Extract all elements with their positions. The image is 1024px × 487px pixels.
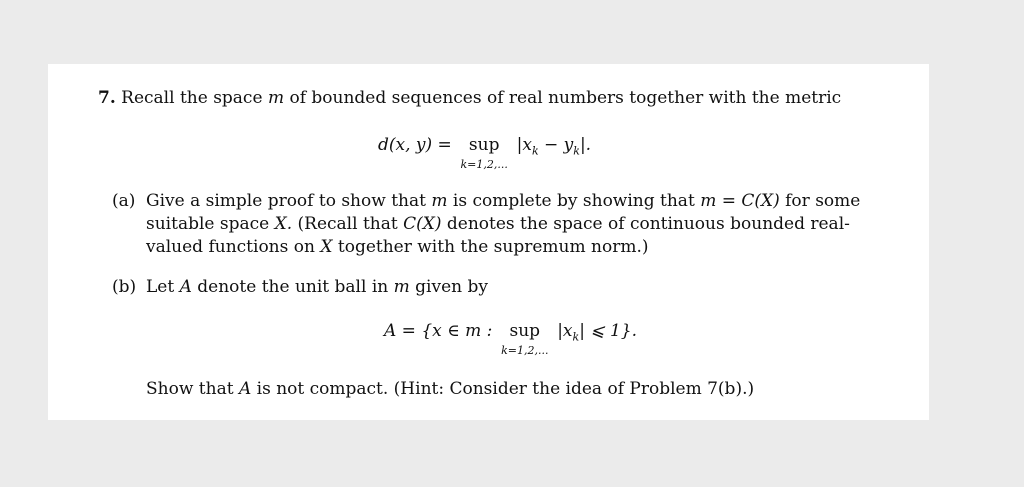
- problem-statement: [98, 87, 841, 109]
- part-a-line-1: Give a simple proof to show that m is complete by showing that m = C(X) for some: [146, 191, 861, 211]
- set-sup-operator: sup: [509, 321, 541, 341]
- intro-rest: of bounded sequences of real numbers together with the metric: [289, 88, 842, 108]
- sup-operator: sup: [468, 135, 500, 155]
- problem-number: 7.: [98, 88, 116, 108]
- set-lhs: A = {x ∈ m :: [384, 321, 493, 341]
- metric-equation: [378, 134, 592, 171]
- part-b-line-1: Let A denote the unit ball in m given by: [146, 277, 488, 297]
- sup-subscript: k=1,2,...: [460, 158, 508, 171]
- part-b-final: Show that A is not compact. (Hint: Consider the idea of Problem 7(b).): [146, 379, 755, 399]
- intro-text: Recall the space: [121, 88, 263, 108]
- part-a-line-2: suitable space X. (Recall that C(X) denotes the space of continuous bounded real-: [146, 214, 850, 234]
- var-m: m: [267, 88, 285, 108]
- set-sup-subscript: k=1,2,...: [501, 344, 549, 357]
- part-b-label: (b): [112, 277, 137, 297]
- set-sup: [498, 320, 552, 357]
- metric-lhs: d(x, y) =: [378, 135, 452, 155]
- set-equation: [384, 320, 638, 357]
- problem-card: [48, 64, 929, 420]
- metric-sup: [457, 134, 511, 171]
- metric-rhs: $|x_k - y_k|$.: [516, 135, 592, 158]
- set-rhs: $|x_k|$ ⩽ 1}.: [557, 321, 638, 344]
- part-a-line-3: valued functions on X together with the supremum norm.): [146, 237, 649, 257]
- part-a-label: (a): [112, 191, 136, 211]
